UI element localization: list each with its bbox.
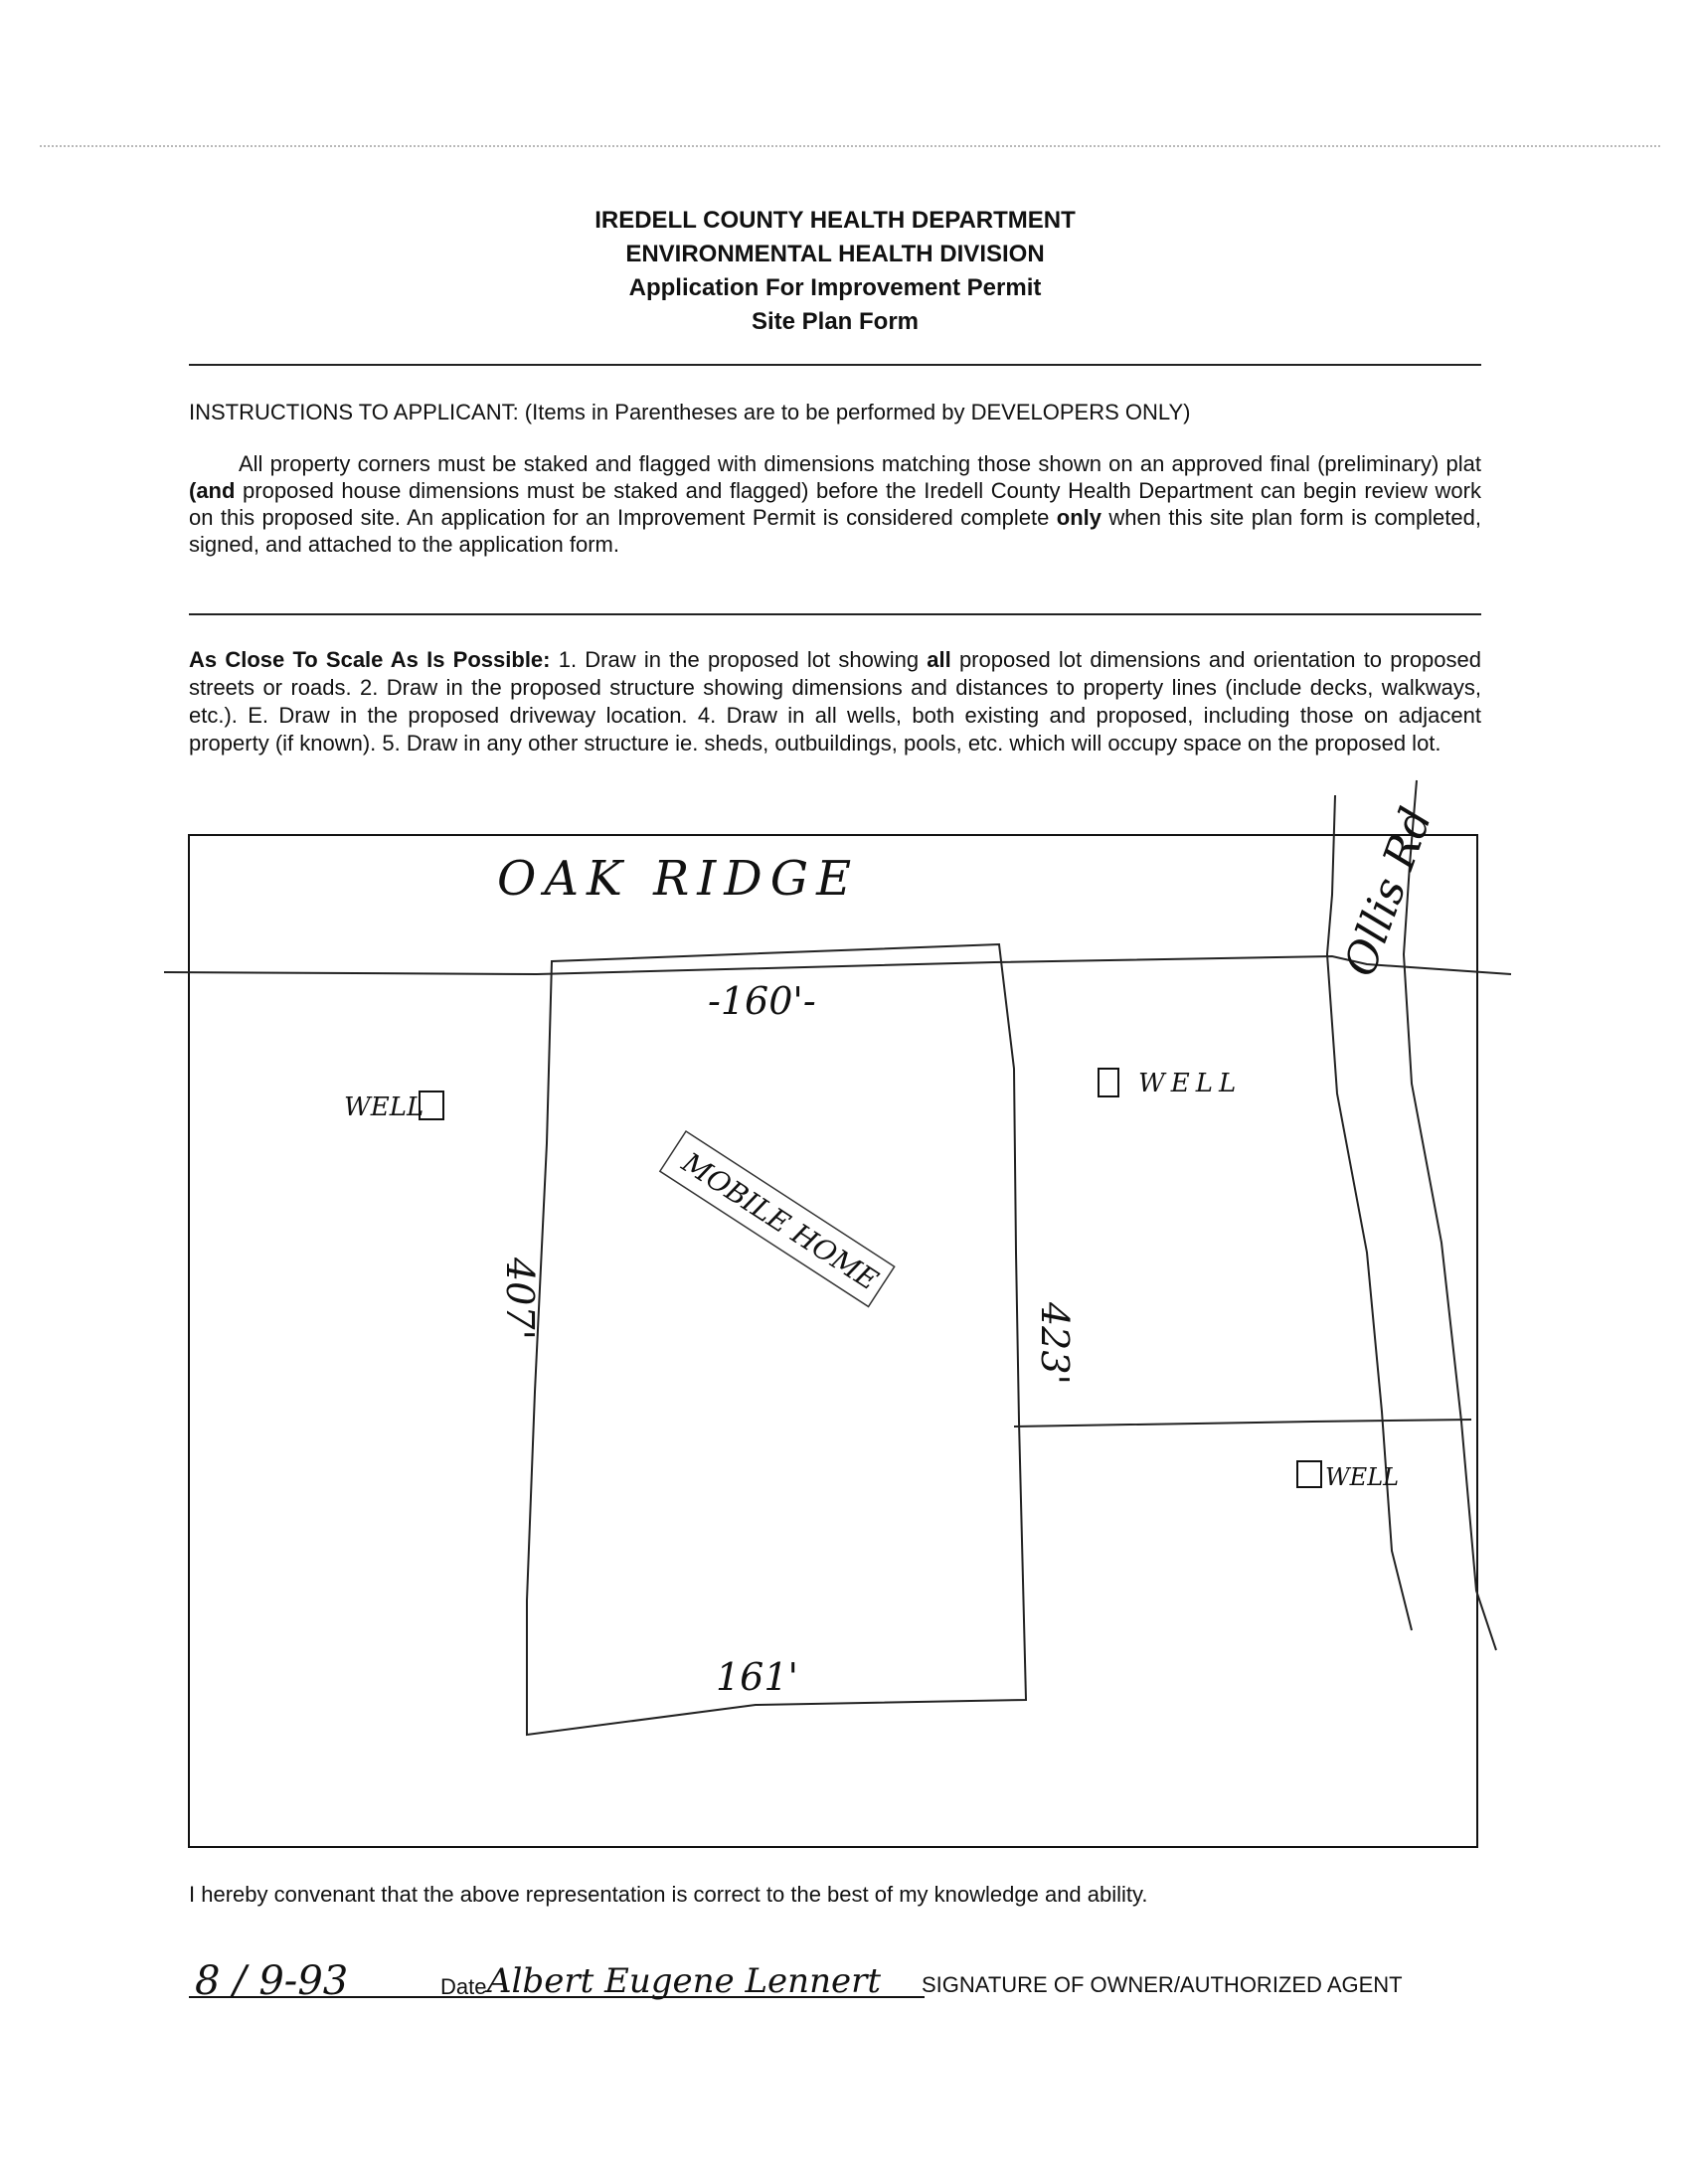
scale-all: all (927, 647, 951, 672)
signature-row (189, 1948, 1491, 2008)
well-right-top-square-icon (1099, 1069, 1118, 1096)
instructions-text-2: proposed house dimensions must be staked and flagged) before the Iredell County Health Department can begin review work on this proposed site. An application for an Improvement Permit is considered complete (189, 478, 1481, 530)
handwritten-date: 8 / 9-93 (195, 1958, 349, 2004)
header-division: ENVIRONMENTAL HEALTH DIVISION (625, 241, 1045, 267)
road-label-ollis-group (1334, 801, 1441, 983)
header-department: IREDELL COUNTY HEALTH DEPARTMENT (594, 207, 1076, 234)
instructions-text-1: All property corners must be staked and flagged with dimensions matching those shown on an approved final (preliminary) plat (239, 451, 1481, 476)
site-plan-box (189, 835, 1477, 1847)
well-right-bottom-square-icon (1297, 1461, 1321, 1487)
adjacent-property-line (1014, 1420, 1471, 1427)
dimension-left: 407' (498, 1258, 542, 1340)
well-left-label: WELL (344, 1092, 424, 1122)
handwritten-signature (189, 1948, 925, 2008)
mobile-home-label: MOBILE HOME (676, 1145, 885, 1297)
dimension-left-group (498, 1257, 542, 1340)
header-application: Application For Improvement Permit (628, 274, 1042, 301)
road-edge-line (164, 956, 1511, 974)
signature-agent-label: SIGNATURE OF OWNER/AUTHORIZED AGENT (922, 1972, 1403, 1997)
road-label-oak-ridge: OAK RIDGE (497, 851, 860, 907)
date-label: Date (440, 1974, 487, 1999)
scale-text-2: proposed lot dimensions and orientation to proposed streets or roads. 2. Draw in the proposed structure showing dimensions and distances to property lines (include decks, walkways, etc.). E. Draw in the proposed driveway location. 4. Draw in all wells, both existing and proposed, including those on adjacent property (if known). 5. Draw in any other structure ie. sheds, outbuildings, pools, etc. which will occupy space on the proposed lot. (189, 647, 1481, 756)
dimension-bottom: 161' (716, 1655, 798, 1699)
instructions-and: (and (189, 478, 236, 503)
dimension-right: 423' (1033, 1302, 1077, 1385)
instructions-heading: INSTRUCTIONS TO APPLICANT: (Items in Parentheses are to be performed by DEVELOPERS ONLY) (189, 400, 1191, 424)
lot-outline (527, 944, 1026, 1735)
scale-text-1: 1. Draw in the proposed lot showing (550, 647, 928, 672)
ollis-road-right-edge (1404, 780, 1496, 1650)
mobile-home-structure (660, 1131, 895, 1306)
header-form-title: Site Plan Form (751, 308, 920, 335)
well-right-bottom-label: WELL (1325, 1463, 1400, 1491)
well-right-top-label: WELL (1138, 1069, 1243, 1098)
scale-lead: As Close To Scale As Is Possible: (189, 647, 551, 672)
dimension-right-group (1033, 1301, 1077, 1385)
instructions-only: only (1056, 505, 1102, 530)
handwritten-name: Albert Eugene Lennert (487, 1961, 881, 2001)
road-label-ollis: Ollis Rd (1334, 800, 1442, 983)
dimension-top: -160'- (708, 979, 816, 1023)
certification-statement: I hereby convenant that the above representation is correct to the best of my knowledge and ability. (189, 1882, 1148, 1907)
instructions-text-3: when this site plan form is completed, signed, and attached to the application form. (189, 505, 1481, 557)
